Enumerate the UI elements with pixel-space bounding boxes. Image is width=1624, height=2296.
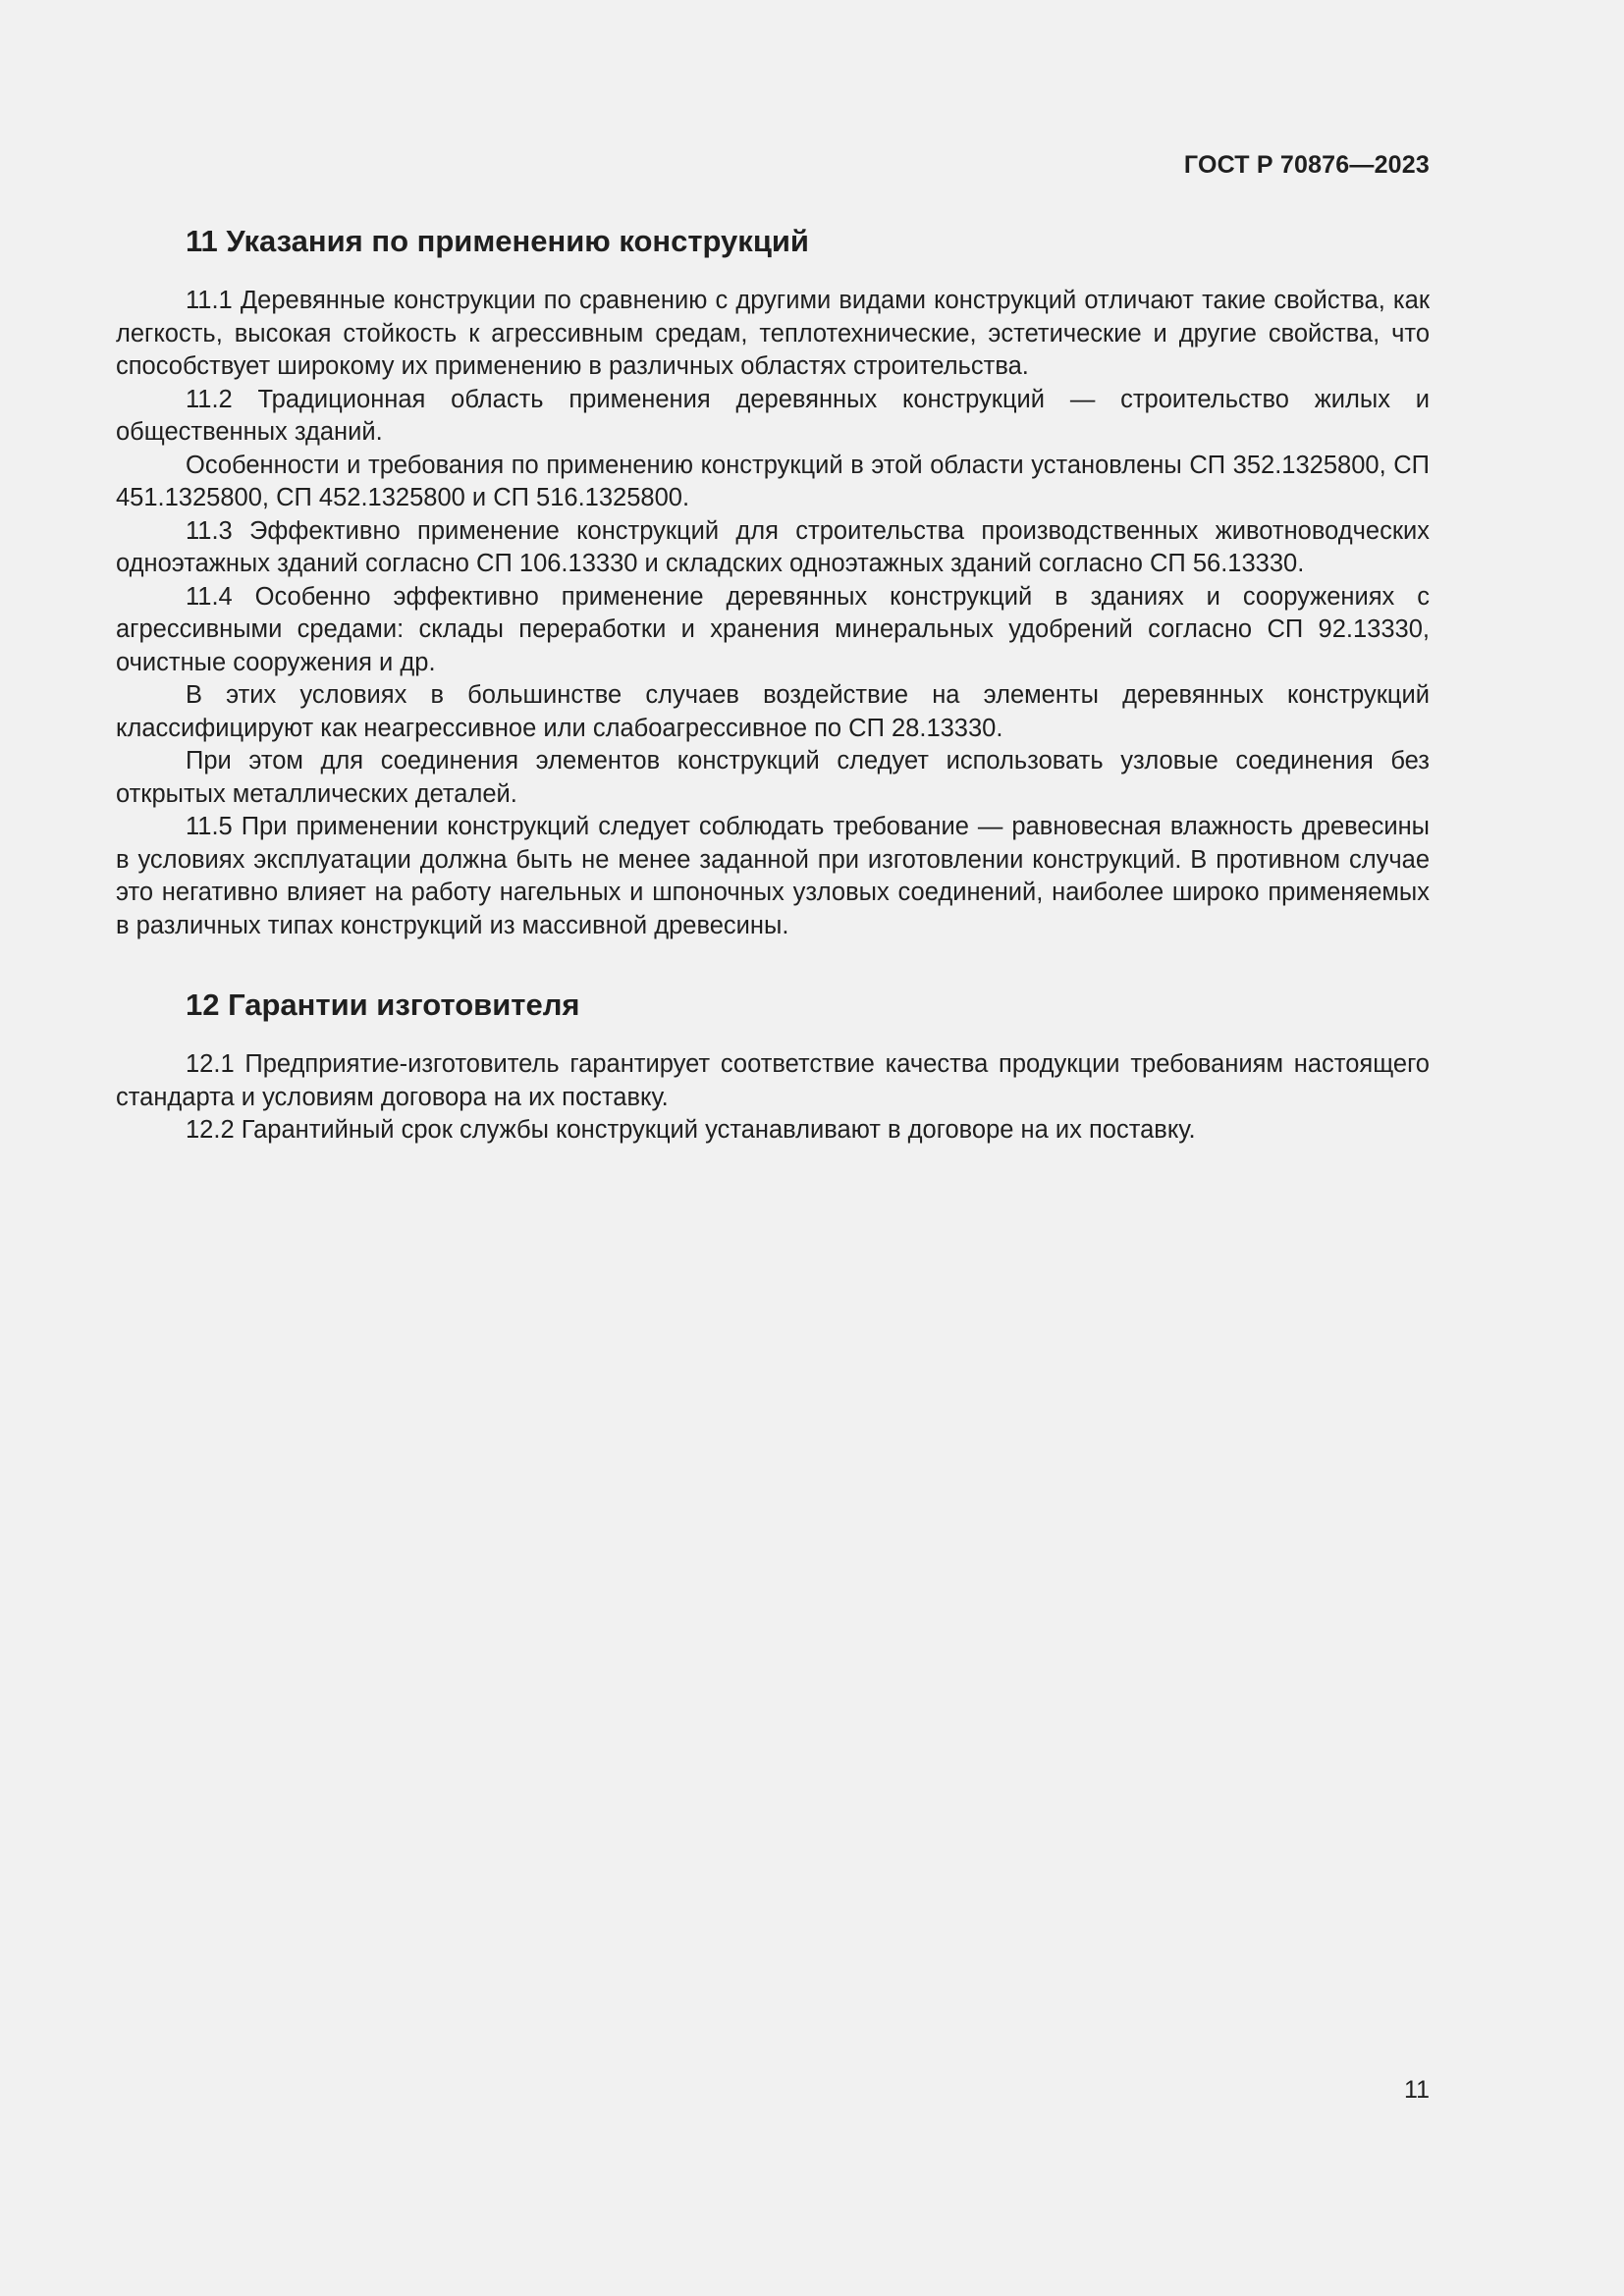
paragraph-12-1: 12.1 Предприятие-изготовитель гарантирует соответствие качества продукции требованиям настоящего стандарта и условиям договора на их поставку.: [116, 1050, 1430, 1111]
page-number: 11: [1404, 2076, 1430, 2104]
paragraph-12-2: 12.2 Гарантийный срок службы конструкций устанавливают в договоре на их поставку.: [186, 1116, 1196, 1144]
paragraph-11-4-joints: При этом для соединения элементов конструкций следует использовать узловые соединения без открытых металлических деталей.: [116, 747, 1430, 808]
section-title-11: 11 Указания по применению конструкций: [186, 224, 809, 258]
paragraph-11-3: 11.3 Эффективно применение конструкций для строительства производственных животноводческих одноэтажных зданий согласно СП 106.13330 и складских одноэтажных зданий согласно СП 56.13330.: [116, 516, 1430, 577]
section-title-12: 12 Гарантии изготовителя: [186, 988, 580, 1022]
paragraph-11-1: 11.1 Деревянные конструкции по сравнению с другими видами конструкций отличают такие свойства, как легкость, высокая стойкость к агрессивным средам, теплотехнические, эстетические и другие свойства, что способствует широкому их применению в различных областях строительства.: [116, 287, 1430, 380]
paragraph-11-4-conditions: В этих условиях в большинстве случаев воздействие на элементы деревянных конструкций классифицируют как неагрессивное или слабоагрессивное по СП 28.13330.: [116, 681, 1430, 742]
paragraph-11-2-details: Особенности и требования по применению конструкций в этой области установлены СП 352.1325800, СП 451.1325800, СП 452.1325800 и СП 516.1325800.: [116, 451, 1430, 511]
paragraph-11-5: 11.5 При применении конструкций следует соблюдать требование — равновесная влажность древесины в условиях эксплуатации должна быть не менее заданной при изготовлении конструкций. В противном случае это негативно влияет на работу нагельных и шпоночных узловых соединений, наиболее широко применяемых в различных типах конструкций из массивной древесины.: [116, 813, 1430, 939]
paragraph-11-2: 11.2 Традиционная область применения деревянных конструкций — строительство жилых и общественных зданий.: [116, 385, 1430, 446]
document-body: [116, 222, 1430, 1148]
paragraph-11-4: 11.4 Особенно эффективно применение деревянных конструкций в зданиях и сооружениях с агрессивными средами: склады переработки и хранения минеральных удобрений согласно СП 92.13330, очистные сооружения и др.: [116, 582, 1430, 676]
document-code: ГОСТ Р 70876—2023: [1183, 151, 1430, 179]
